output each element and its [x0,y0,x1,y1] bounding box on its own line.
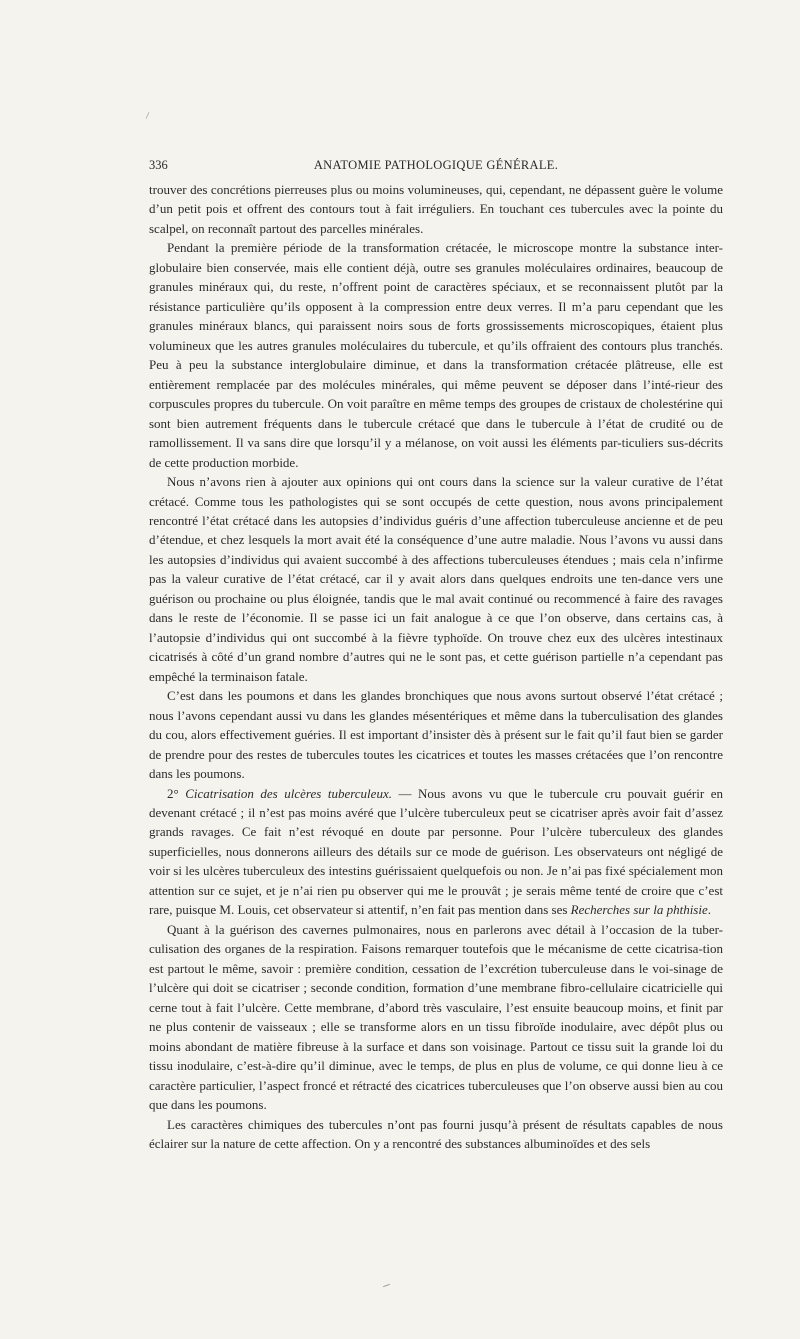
section-heading: Cicatrisation des ulcères tuberculeux. [185,785,392,801]
section-number: 2° [167,785,179,801]
page-header [149,158,723,176]
cited-work: Recherches sur la phthisie [570,902,708,918]
paragraph-7: Les caractères chimiques des tubercules n’ont pas fourni jusqu’à présent de résultats capables de nous éclairer sur la nature de cette affection. On y a rencontré des substances albuminoïdes et des sels [149,1116,723,1151]
paragraph-4: C’est dans les poumons et dans les glandes bronchiques que nous avons surtout observé l’état crétacé ; nous l’avons cependant aussi vu dans les glandes mésentériques et même dans la tuberculisation des glandes du cou, alors effectivement guéries. Il est important d’insister dès à présent sur le fait qu’il faut bien se garder de prendre pour des restes de tubercules toutes les cicatrices et toutes les masses crétacées que l’on rencontre dans les poumons. [149,688,723,782]
paragraph-6: Quant à la guérison des cavernes pulmonaires, nous en parlerons avec détail à l’occasion de la tuber-culisation des organes de la respiration. Faisons remarquer toutefois que le mécanisme de cette cicatrisa-tion est partout le même, savoir : première condition, cessation de l’excrétion tuberculeuse dans le voi-sinage de l’ulcère qui doit se cicatriser ; seconde condition, formation d’une membrane fibro-cellulaire cicatricielle qui cerne tout à fait l’ulcère. Cette membrane, d’abord très vasculaire, l’est ensuite beaucoup moins, et finit par ne plus contenir de vaisseaux ; elle se transforme alors en un tissu fibroïde inodulaire, avec dépôt plus ou moins abondant de matière fibreuse à la surface et dans son voisinage. Partout ce tissu suit la grande loi du tissu inodulaire, c’est-à-dire qu’il diminue, avec le temps, de plus en plus de volume, ce qui donne lieu à ce caractère particulier, l’aspect froncé et rétracté des cicatrices tuberculeuses que l’on observe aussi bien au cou que dans les poumons. [149,921,723,1113]
running-head: ANATOMIE PATHOLOGIQUE GÉNÉRALE. [313,158,559,172]
paragraph-1: trouver des concrétions pierreuses plus ou moins volumineuses, qui, cependant, ne dépassent guère le volume d’un petit pois et offrent des contours tout à fait irréguliers. En touchant ces tubercules avec la pointe du scalpel, on reconnaît partout des parcelles minérales. [149,182,723,236]
paragraph-5-body: — Nous avons vu que le tubercule cru pouvait guérir en devenant crétacé ; il n’est pas moins avéré que l’ulcère tuberculeux peut se cicatriser après avoir fait d’assez grands ravages. Ce fait n’est révoqué en doute par personne. Pour l’ulcère tuberculeux des glandes superficielles, nous donnerons ailleurs des détails sur ce mode de guérison. Les observateurs ont négligé de voir si les ulcères tuberculeux des intestins guérissaient quelquefois ou non. Je n’ai pas fixé spécialement mon attention sur ce sujet, et je n’ai rien pu observer qui me le prouvât ; je serais même tenté de croire que c’est rare, puisque M. Louis, cet observateur si attentif, n’en fait pas mention dans ses [149,785,723,918]
paragraph-5-end: . [707,902,711,918]
body-text [149,180,723,1153]
pencil-mark [383,1284,390,1287]
paragraph-2: Pendant la première période de la transformation crétacée, le microscope montre la substance inter-globulaire bien conservée, mais elle contient déjà, outre ses granules moléculaires ordinaires, beaucoup de granules minéraux qui, du reste, n’offrent point de caractères spéciaux, et se reconnaissent plutôt par la résistance particulière qu’ils opposent à la compression entre deux verres. Il m’a paru cependant que les granules minéraux blancs, qui paraissent noirs sous de forts grossissements microscopiques, étaient plus volumineux que les autres granules moléculaires du tubercule, et qu’ils offraient des contours plus tranchés. Peu à peu la substance interglobulaire diminue, et dans la transformation crétacée plâtreuse, elle est entièrement remplacée par des molécules minérales, qui même peuvent se déposer dans l’inté-rieur des corpuscules propres du tubercule. On voit paraître en même temps des groupes de cristaux de cholestérine qui sont bien autrement fréquents dans le tubercule crétacé que dans le tubercule à l’état de crudité ou de ramollissement. Il va sans dire que lorsqu’il y a mélanose, on voit aussi les éléments par-ticuliers sus-décrits de cette production morbide. [149,240,723,470]
paragraph-3: Nous n’avons rien à ajouter aux opinions qui ont cours dans la science sur la valeur curative de l’état crétacé. Comme tous les pathologistes qui se sont occupés de cette question, nous avons principalement rencontré l’état crétacé dans les autopsies d’individus guéris d’une affection tuberculeuse ancienne et de peu d’étendue, et chez lesquels la mort avait été la conséquence d’une autre maladie. Nous l’avons vu aussi dans les autopsies d’individus qui avaient succombé à des affections tuberculeuses étendues ; mais cela n’infirme pas la valeur curative de l’état crétacé, car il y avait alors dans quelques endroits une ten-dance vers une guérison ou prochaine ou plus éloignée, tandis que le mal avait continué ou recommencé à faire des ravages dans le reste de l’économie. Il se passe ici un fait analogue à ce que l’on observe, dans certains cas, à l’autopsie d’individus qui ont succombé à la fièvre typhoïde. On trouve chez eux des ulcères intestinaux cicatrisés à côté d’un grand nombre d’autres qui ne le sont pas, et cette guérison partielle n’a cependant pas empêché la terminaison fatale. [149,474,723,684]
page-number: 336 [149,158,168,172]
paragraph-5 [149,784,723,920]
pencil-mark [146,112,150,119]
